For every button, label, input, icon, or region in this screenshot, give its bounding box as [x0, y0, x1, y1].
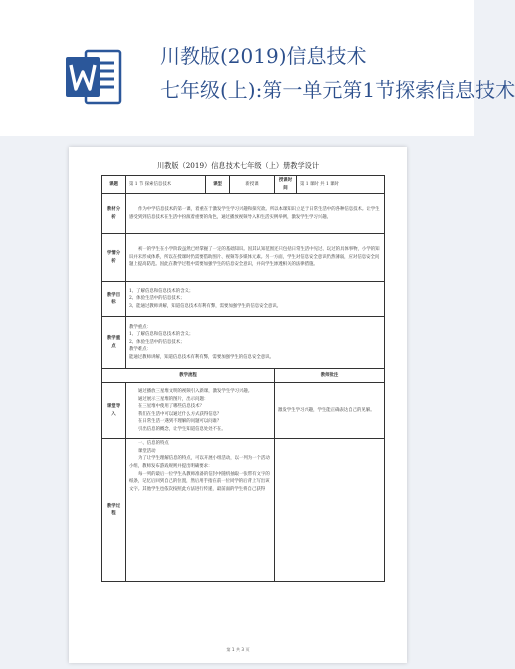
intro-row: [102, 383, 385, 439]
page-footer: 第 1 共 3 页: [226, 647, 250, 652]
students-row: [102, 234, 385, 282]
material-text: 作为中学信息技术的第一课，着重在于激发学生学习兴趣和探究欲。所以本课知识立足于日常生活中的各种信息技术。让学生感受到到信息技术在生活中扮演着重要的角色，通过播放视频导入和生活实例举例，激发学生学习兴趣。: [126, 194, 385, 234]
topic-value: 第 1 节 探索信息技术: [126, 176, 206, 194]
key-points-list: [126, 317, 385, 369]
process-text: 一、信息的特点 课堂活动 为了让学生理解信息的特点，可以开展小组活动，以一列为一个活动小组，教师发布游戏规则并提出明确要求： 每一列的最后一位学生从教师准备的信封中随机抽取一张带有文字的纸条，记忆后回到自己的位置，然后用手指在前一位同学的后背上写出该文字。其他学生也依次按照此方法进行传递，最前面的学生将自己获得: [126, 439, 275, 582]
document-title: 川教版（2019）信息技术七年级（上）册教学设计: [156, 161, 320, 170]
banner: [0, 0, 515, 136]
goals-list: [126, 282, 385, 317]
key-point-line: 教学重点：: [129, 324, 151, 330]
document-page: [69, 147, 407, 663]
flow-header: 教学流程: [102, 369, 275, 383]
word-document-icon: [64, 47, 124, 107]
intro-label: 课堂导入: [102, 383, 126, 439]
key-point-line: 教学难点：: [129, 347, 151, 353]
key-point-line: 2、体验生活中的信息技术；: [129, 339, 185, 345]
process-teacher-note: [275, 439, 385, 582]
goal-item: 3、能通过教师讲解，知道信息技术有利有弊，需要加强学生的信息安全意识。: [129, 303, 282, 309]
goal-item: 2、体验生活中的信息技术；: [129, 296, 185, 302]
banner-title-line1: 川教版(2019)信息技术: [160, 44, 367, 68]
process-header-row: [102, 369, 385, 383]
material-row: [102, 194, 385, 234]
note-header: 教师批注: [275, 369, 385, 383]
header-row: [102, 176, 385, 194]
goal-item: 1、了解信息和信息技术的含义；: [129, 288, 194, 294]
time-value: 第 1 课时 共 1 课时: [297, 176, 385, 194]
material-label: 教材分析: [102, 194, 126, 234]
process-row: [102, 439, 385, 582]
time-label: 授课时间: [275, 176, 297, 194]
key-points-row: [102, 317, 385, 369]
type-label: 课型: [206, 176, 230, 194]
students-label: 学情分析: [102, 234, 126, 282]
key-point-line: 能通过教师讲解，知道信息技术有利有弊，需要加强学生的信息安全意识。: [129, 355, 274, 361]
lesson-plan-table: [101, 175, 385, 582]
goals-row: [102, 282, 385, 317]
banner-title-line2: 七年级(上):第一单元第1节探索信息技术: [160, 78, 515, 102]
goals-label: 教学目标: [102, 282, 126, 317]
type-value: 新授课: [230, 176, 275, 194]
key-points-label: 教学重点: [102, 317, 126, 369]
intro-text: 通过播放三星堆文明的视频引入新课，激发学生学习兴趣。 通过展示三星堆的图片，出示问题： 在三星堆中使用了哪些信息技术？ 我们在生活中可以通过什么方式获得信息？ 在日常生活一遇到不理解的问题可以问谁？ 引出信息的概念，让学生知道信息处处不在。: [126, 383, 275, 439]
process-label: 教学过程: [102, 439, 126, 582]
intro-teacher-note: 激发学生学习兴趣，学生能正确表达自己的见解。: [275, 383, 385, 439]
topic-label: 课题: [102, 176, 126, 194]
key-point-line: 1、了解信息和信息技术的含义；: [129, 332, 194, 338]
students-text: 初一的学生在小学阶段虽然已经掌握了一定的基础知识。因其认知范围还只包括日常生活中见过、玩过的具体事物，小学的知识并未形成体系，所以在授课时仍需要借助图片、视频等多媒体元素。另一方面，学生对信息安全意识仍然薄弱，应对信息安全问题上提高防范。因此在教学过程中需要加强学生的信息安全意识，并向学生渗透相关的法律措施。: [126, 234, 385, 282]
